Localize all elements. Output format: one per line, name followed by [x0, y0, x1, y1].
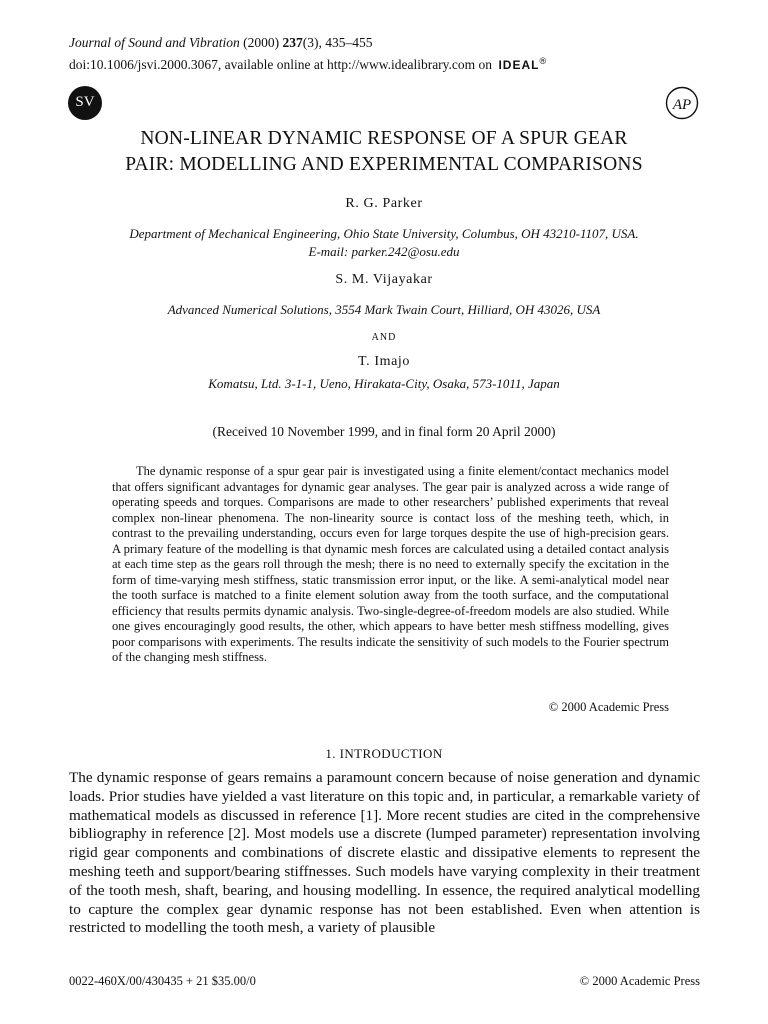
title-line-1: NON-LINEAR DYNAMIC RESPONSE OF A SPUR GEAR — [140, 128, 628, 149]
affiliation-1 — [30, 225, 738, 261]
ap-logo-text: AP — [672, 97, 692, 113]
ideal-logo-mark: ® — [539, 56, 548, 66]
journal-issue-pages: (3), 435–455 — [302, 35, 373, 50]
ideal-logo — [498, 52, 547, 74]
citation-line — [69, 34, 709, 52]
affiliation-3: Komatsu, Ltd. 3-1-1, Ueno, Hirakata-City, Osaka, 573-1011, Japan — [208, 376, 560, 391]
author-3: T. Imajo — [358, 354, 410, 369]
doi-line — [69, 52, 709, 74]
author-1: R. G. Parker — [345, 196, 423, 211]
introduction-body — [69, 769, 700, 938]
sv-logo-text: SV — [75, 94, 95, 110]
received-dates: (Received 10 November 1999, and in final form 20 April 2000) — [212, 424, 556, 439]
title-line-2: PAIR: MODELLING AND EXPERIMENTAL COMPARISONS — [125, 154, 643, 175]
affiliation-1-email: E-mail: parker.242@osu.edu — [308, 244, 460, 259]
introduction-paragraph: The dynamic response of gears remains a paramount concern because of noise generation and dynamic loads. Prior studies have yielded a vast literature on this topic and, in particular, a remarkable variety of mathematical models as discussed in reference [1]. More recent studies are cited in the comprehensive bibliography in reference [2]. Most models use a discrete (lumped parameter) representation involving rigid gear components and combinations of discrete elastic and dissipative elements to represent the meshing teeth and support/bearing stiffnesses. Such models have varying complexity in their treatment of the tooth mesh, shaft, bearing, and housing modelling. In essence, the required analytical modelling to capture the complex gear dynamic response has not been established. Even when attention is restricted to modelling the tooth mesh, a variety of plausible — [69, 769, 700, 937]
doi-text: doi:10.1006/jsvi.2000.3067, available online at http://www.idealibrary.com on — [69, 57, 493, 72]
sv-publisher-logo — [68, 86, 102, 120]
ideal-logo-text: IDEAL — [498, 58, 540, 72]
footer-code: 0022-460X/00/430435 + 21 $35.00/0 — [69, 974, 256, 988]
journal-header — [69, 34, 709, 74]
section-heading: 1. INTRODUCTION — [325, 746, 443, 761]
footer-copyright: © 2000 Academic Press — [579, 974, 700, 988]
abstract — [112, 464, 669, 666]
author-2: S. M. Vijayakar — [335, 272, 433, 287]
journal-volume: 237 — [282, 35, 303, 50]
ap-publisher-logo — [664, 86, 700, 120]
affiliation-2: Advanced Numerical Solutions, 3554 Mark Twain Court, Hilliard, OH 43026, USA — [167, 302, 601, 317]
paper-title — [40, 126, 728, 178]
affiliation-1-line-1: Department of Mechanical Engineering, Ohio State University, Columbus, OH 43210-1107, USA. — [129, 226, 639, 241]
abstract-copyright: © 2000 Academic Press — [548, 700, 669, 714]
journal-name: Journal of Sound and Vibration — [69, 35, 240, 50]
journal-year: (2000) — [243, 35, 280, 50]
author-separator: AND — [371, 332, 397, 343]
abstract-text: The dynamic response of a spur gear pair is investigated using a finite element/contact mechanics model that offers significant advantages for dynamic gear analyses. The gear pair is analyzed across a wide range of operating speeds and torques. Comparisons are made to other researchers’ published experiments that reveal complex non-linear phenomena. The non-linearity source is contact loss of the meshing teeth, which, in contrast to the prevailing understanding, occurs even for large torques despite the use of high-precision gears. A primary feature of the modelling is that dynamic mesh forces are calculated using a detailed contact analysis at each time step as the gears roll through the mesh; there is no need to externally specify the excitation in the form of time-varying mesh stiffness, static transmission error input, or the like. A semi-analytical model near the tooth surface is matched to a finite element solution away from the tooth surface, and the computational efficiency that results permits dynamic analysis. Two-single-degree-of-freedom models are also studied. While one gives encouragingly good results, the other, which appears to have better mesh stiffness modelling, gives poor comparisons with experiments. The results indicate the sensitivity of such models to the Fourier spectrum of the changing mesh stiffness. — [112, 464, 669, 664]
